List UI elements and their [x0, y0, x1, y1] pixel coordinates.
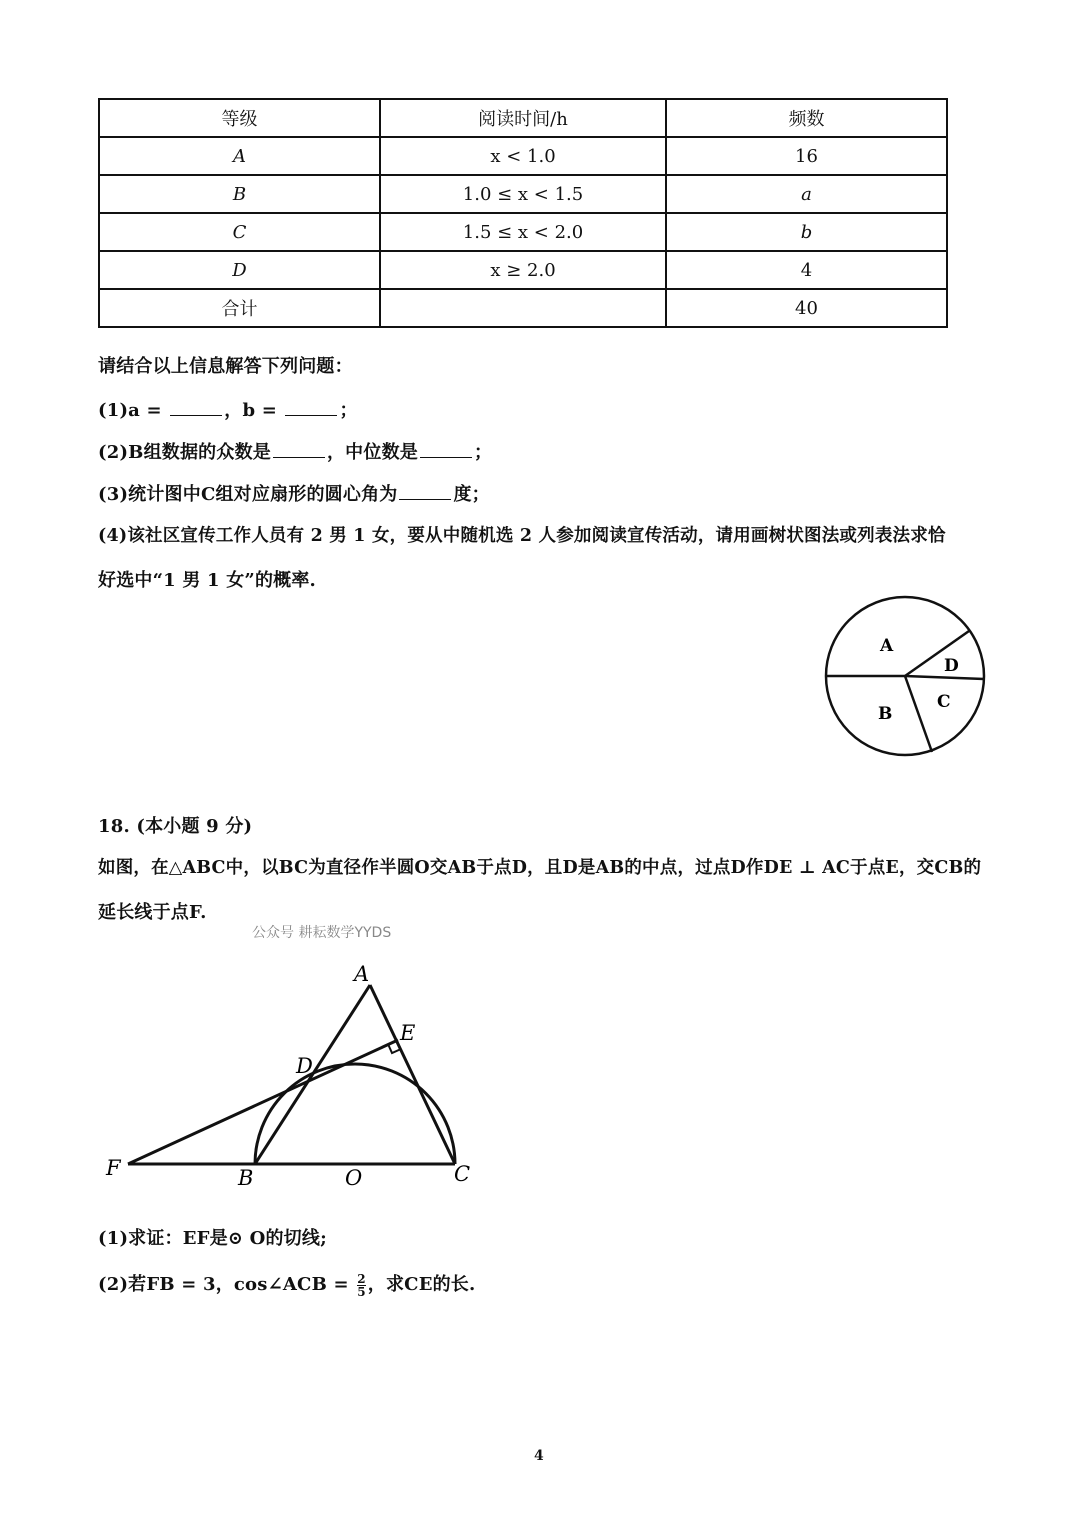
line-fe: [128, 1040, 398, 1164]
q17-part4-line2: 好选中“1 男 1 女”的概率.: [98, 570, 317, 591]
q18-line1: 如图，在△ABC中，以BC为直径作半圆O交AB于点D，且D是AB的中点，过点D作DE ⊥ AC于点E，交CB的: [98, 858, 982, 878]
q17-part4-line1: (4)该社区宣传工作人员有 2 男 1 女，要从中随机选 2 人参加阅读宣传活动，请用画树状图法或列表法求恰: [98, 526, 946, 546]
pie-divider-dc: [905, 676, 984, 679]
table-cell: D: [99, 251, 380, 289]
table-cell: x < 1.0: [380, 137, 666, 175]
label-b: B: [238, 1166, 254, 1190]
q18-part1: (1)求证：EF是⊙ O的切线;: [98, 1228, 327, 1249]
q18-part2-post: ，求CE的长.: [367, 1274, 476, 1295]
q17-part3-pre: (3)统计图中C组对应扇形的圆心角为: [98, 484, 398, 505]
q17-part3-end: 度；: [453, 484, 490, 505]
table-cell: A: [99, 137, 380, 175]
label-c: C: [454, 1162, 471, 1186]
q17-part2-pre: (2)B组数据的众数是: [98, 442, 271, 463]
q17-part1: [98, 396, 358, 422]
table-cell: [380, 289, 666, 327]
header-cell: 阅读时间/h: [380, 99, 666, 137]
header-cell: 等级: [99, 99, 380, 137]
table-cell: 1.5 ≤ x < 2.0: [380, 213, 666, 251]
answer-blank: [420, 456, 472, 458]
frequency-table: [98, 98, 948, 328]
page-number: 4: [534, 1448, 544, 1464]
table-cell: a: [666, 175, 947, 213]
pie-label-b: B: [878, 704, 893, 724]
q17-intro: 请结合以上信息解答下列问题：: [98, 356, 353, 377]
label-o: O: [345, 1166, 363, 1190]
label-d: D: [296, 1054, 313, 1078]
geometry-figure: [100, 955, 480, 1195]
pie-divider-ad: [905, 631, 969, 676]
line-ac: [370, 985, 455, 1164]
fraction: [357, 1273, 366, 1298]
pie-label-d: D: [944, 656, 959, 676]
fraction-numerator: 2: [357, 1271, 366, 1286]
q17-part2-end: ；: [473, 442, 493, 463]
q18-part2: [98, 1270, 475, 1298]
q17-part2-mid: ，中位数是: [326, 442, 418, 463]
answer-blank: [399, 498, 451, 500]
table-row: [99, 175, 947, 213]
q18-part2-pre: (2)若FB = 3，cos∠ACB =: [98, 1274, 356, 1295]
table-cell: C: [99, 213, 380, 251]
q18-header: 18. (本小题 9 分): [98, 816, 253, 837]
table-cell: 4: [666, 251, 947, 289]
q17-part1-b: ，b =: [224, 400, 284, 421]
answer-blank: [273, 456, 325, 458]
pie-label-c: C: [937, 692, 951, 712]
fraction-denominator: 5: [357, 1284, 366, 1299]
table-cell: b: [666, 213, 947, 251]
answer-blank: [285, 414, 337, 416]
label-f: F: [106, 1156, 121, 1180]
table-row: [99, 289, 947, 327]
label-a: A: [354, 962, 370, 986]
table-header-row: [99, 99, 947, 137]
q17-part3: [98, 480, 490, 506]
q18-line2: 延长线于点F.: [98, 902, 207, 923]
semicircle: [255, 1064, 455, 1164]
header-cell: 频数: [666, 99, 947, 137]
pie-label-a: A: [880, 636, 894, 656]
pie-divider-cb: [905, 676, 932, 752]
answer-blank: [170, 414, 222, 416]
table-row: [99, 251, 947, 289]
table-cell: 1.0 ≤ x < 1.5: [380, 175, 666, 213]
label-e: E: [400, 1021, 416, 1045]
table-cell: 40: [666, 289, 947, 327]
q17-part1-end: ；: [339, 400, 358, 421]
table-cell: 16: [666, 137, 947, 175]
table-row: [99, 137, 947, 175]
pie-chart: [820, 594, 990, 758]
table-cell: B: [99, 175, 380, 213]
table-row: [99, 213, 947, 251]
table-cell: x ≥ 2.0: [380, 251, 666, 289]
watermark: 公众号 耕耘数学YYDS: [252, 925, 392, 941]
q17-part2: [98, 438, 492, 464]
table-cell: 合计: [99, 289, 380, 327]
q17-part1-a: (1)a =: [98, 400, 169, 421]
